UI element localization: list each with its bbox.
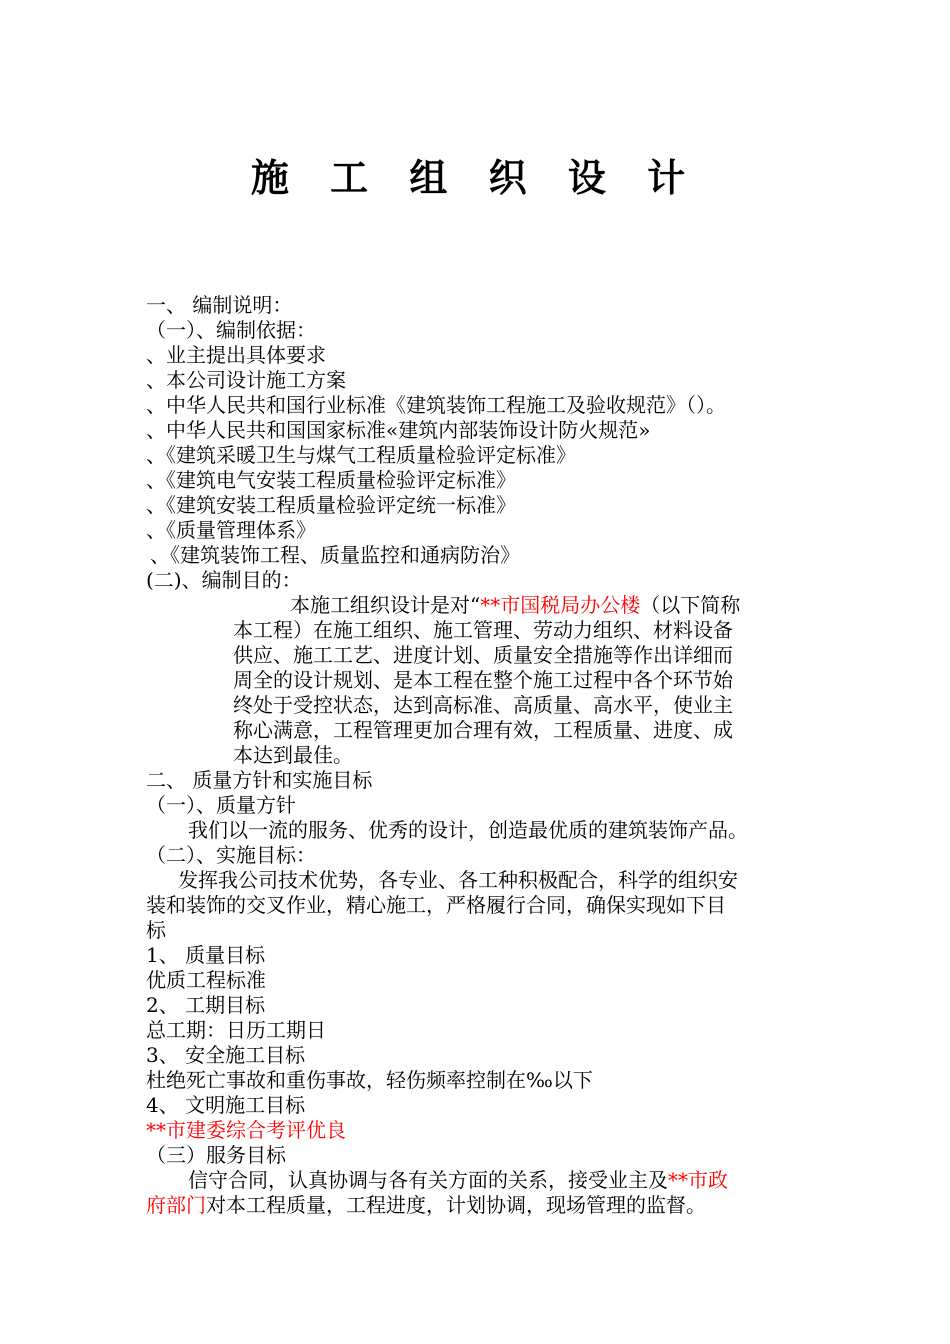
basis-item: 、业主提出具体要求: [146, 343, 326, 367]
quality-policy: 我们以一流的服务、优秀的设计，创造最优质的建筑装饰产品。: [188, 818, 748, 842]
purpose-text: 本施工组织设计是对“: [290, 593, 481, 617]
target-heading: 1、 质量目标: [146, 943, 266, 967]
subsection-heading: （一）、质量方针: [146, 793, 296, 817]
subsection-heading: （二）、实施目标：: [146, 843, 316, 867]
government-highlight: **市政: [668, 1168, 728, 1192]
project-name-highlight: **市国税局办公楼: [480, 593, 641, 617]
section-heading: 二、 质量方针和实施目标: [146, 768, 373, 792]
target-value: 杜绝死亡事故和重伤事故，轻伤频率控制在‰以下: [146, 1068, 593, 1092]
purpose-line: 周全的设计规划、是本工程在整个施工过程中各个环节始: [233, 668, 733, 692]
service-line: [188, 1168, 728, 1193]
service-text: 对本工程质量，工程进度，计划协调，现场管理的监督。: [206, 1193, 706, 1217]
purpose-line: 终处于受控状态，达到高标准、高质量、高水平，使业主: [233, 693, 733, 717]
subsection-heading: （一）、编制依据：: [146, 318, 316, 342]
basis-item: 、《建筑采暖卫生与煤气工程质量检验评定标准》: [146, 443, 576, 467]
target-value: 优质工程标准: [146, 968, 266, 992]
purpose-line: [290, 593, 740, 618]
target-value-highlight: **市建委综合考评优良: [146, 1118, 346, 1142]
goal-line: 发挥我公司技术优势，各专业、各工种积极配合，科学的组织安: [178, 868, 738, 892]
basis-item: 、《建筑电气安装工程质量检验评定标准》: [146, 468, 516, 492]
service-text: 信守合同，认真协调与各有关方面的关系，接受业主及: [188, 1168, 668, 1192]
document-title: 施 工 组 织 设 计: [250, 155, 700, 200]
service-line: [146, 1193, 706, 1218]
purpose-line: 称心满意，工程管理更加合理有效，工程质量、进度、成: [233, 718, 733, 742]
basis-item: 、《质量管理体系》: [146, 518, 316, 542]
basis-item: 、本公司设计施工方案: [146, 368, 346, 392]
purpose-line: 本工程）在施工组织、施工管理、劳动力组织、材料设备: [233, 618, 733, 642]
target-heading: 3、 安全施工目标: [146, 1043, 306, 1067]
basis-item: 、《建筑安装工程质量检验评定统一标准》: [146, 493, 516, 517]
basis-item: 、《建筑装饰工程、质量监控和通病防治》: [150, 543, 520, 567]
subsection-heading: （三）服务目标: [146, 1143, 286, 1167]
target-value: 总工期：日历工期日: [146, 1018, 326, 1042]
purpose-line: 本达到最佳。: [233, 743, 353, 767]
subsection-heading: (二)、编制目的：: [146, 568, 302, 592]
government-highlight: 府部门: [146, 1193, 206, 1217]
basis-item: 、中华人民共和国行业标准《建筑装饰工程施工及验收规范》（）。: [146, 393, 726, 417]
goal-line: 标: [146, 918, 166, 942]
basis-item: 、中华人民共和国国家标准«建筑内部装饰设计防火规范»: [146, 418, 651, 442]
purpose-line: 供应、施工工艺、进度计划、质量安全措施等作出详细而: [233, 643, 733, 667]
target-heading: 4、 文明施工目标: [146, 1093, 306, 1117]
target-heading: 2、 工期目标: [146, 993, 266, 1017]
goal-line: 装和装饰的交叉作业，精心施工，严格履行合同，确保实现如下目: [146, 893, 726, 917]
section-heading: 一、 编制说明：: [146, 293, 293, 317]
purpose-text: （以下简称: [640, 593, 741, 617]
